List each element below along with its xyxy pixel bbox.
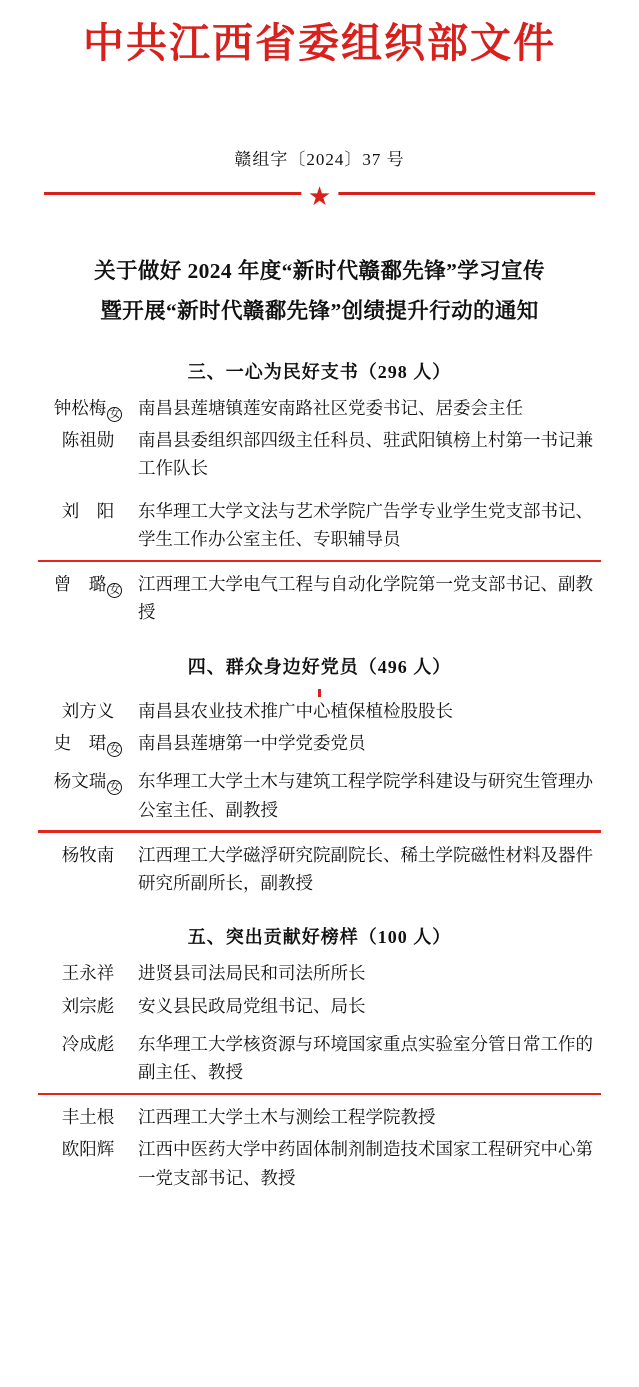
entry-description: 江西理工大学土木与测绘工程学院教授 <box>138 1107 436 1128</box>
female-mark: 女 <box>109 584 121 596</box>
section-entries-3 <box>40 394 599 627</box>
scan-artifact-line <box>38 560 601 563</box>
female-mark: 女 <box>109 781 121 794</box>
list-item <box>40 570 599 627</box>
section-entries-4 <box>40 697 599 898</box>
entry-description: 江西中医药大学中药固体制剂制造技术国家工程研究中心第一党支部书记、教授 <box>138 1139 593 1188</box>
page-title-line-2: 暨开展“新时代赣鄱先锋”创绩提升行动的通知 <box>100 299 539 324</box>
list-item <box>40 1030 599 1087</box>
female-mark: 女 <box>109 743 121 756</box>
list-item <box>40 1103 599 1131</box>
entry-name: 冷成彪 <box>61 1033 115 1054</box>
entry-description: 安义县民政局党组书记、局长 <box>138 995 366 1016</box>
scan-artifact-line <box>38 830 601 833</box>
entry-name: 丰土根 <box>61 1107 115 1128</box>
page-title-line-1: 关于做好 2024 年度“新时代赣鄱先锋”学习宣传 <box>94 259 545 284</box>
entry-description: 江西理工大学电气工程与自动化学院第一党支部书记、副教授 <box>138 574 593 623</box>
entry-description: 进贤县司法局民和司法所所长 <box>138 963 366 984</box>
entry-name: 杨文瑞 女 <box>53 771 121 794</box>
entry-description: 南昌县莲塘第一中学党委党员 <box>138 733 366 754</box>
female-mark: 女 <box>109 407 121 420</box>
list-item <box>40 1135 599 1192</box>
entry-description: 东华理工大学核资源与环境国家重点实验室分管日常工作的副主任、教授 <box>138 1033 593 1083</box>
entry-name: 刘 阳 <box>61 500 115 521</box>
list-item <box>40 426 599 483</box>
scan-artifact-line <box>38 1093 601 1096</box>
section-heading-4: 四、群众身边好党员（496 人） <box>187 656 452 677</box>
section-heading-5: 五、突出贡献好榜样（100 人） <box>187 927 452 948</box>
page-title <box>40 252 599 332</box>
entry-description: 南昌县农业技术推广中心植保植检股股长 <box>138 700 453 721</box>
entry-name: 刘宗彪 <box>61 995 115 1016</box>
entry-name: 陈祖勋 <box>61 430 115 451</box>
entry-name: 史 珺 女 <box>53 733 121 756</box>
entry-name: 杨牧南 <box>61 844 115 865</box>
list-item <box>40 841 599 898</box>
entry-name: 欧阳辉 <box>61 1139 115 1160</box>
list-item <box>40 959 599 987</box>
section-heading-3: 三、一心为民好支书（298 人） <box>187 361 452 382</box>
entry-name: 曾 璐 女 <box>53 574 121 596</box>
entry-description: 东华理工大学文法与艺术学院广告学专业学生党支部书记、学生工作办公室主任、专职辅导员 <box>138 500 593 550</box>
scan-artifact-dot <box>318 689 321 697</box>
list-item <box>40 697 599 725</box>
list-item <box>40 992 599 1020</box>
document-number: 赣组字〔2024〕37 号 <box>234 150 405 170</box>
entry-description: 南昌县委组织部四级主任科员、驻武阳镇榜上村第一书记兼工作队长 <box>138 430 593 479</box>
entry-description: 南昌县莲塘镇莲安南路社区党委书记、居委会主任 <box>138 397 523 418</box>
red-divider <box>40 182 599 212</box>
section-entries-5 <box>40 959 599 1192</box>
entry-description: 东华理工大学土木与建筑工程学院学科建设与研究生管理办公室主任、副教授 <box>138 771 593 820</box>
red-star-icon: ★ <box>301 184 338 210</box>
list-item <box>40 767 599 824</box>
list-item <box>40 394 599 422</box>
masthead <box>40 0 599 69</box>
entry-name: 王永祥 <box>61 963 115 984</box>
masthead-title: 中共江西省委组织部文件 <box>83 20 556 66</box>
list-item <box>40 497 599 554</box>
entry-name: 刘方义 <box>61 700 115 721</box>
entry-description: 江西理工大学磁浮研究院副院长、稀土学院磁性材料及器件研究所副所长，副教授 <box>138 844 593 893</box>
list-item <box>40 729 599 757</box>
entry-name: 钟松梅 女 <box>53 397 121 420</box>
